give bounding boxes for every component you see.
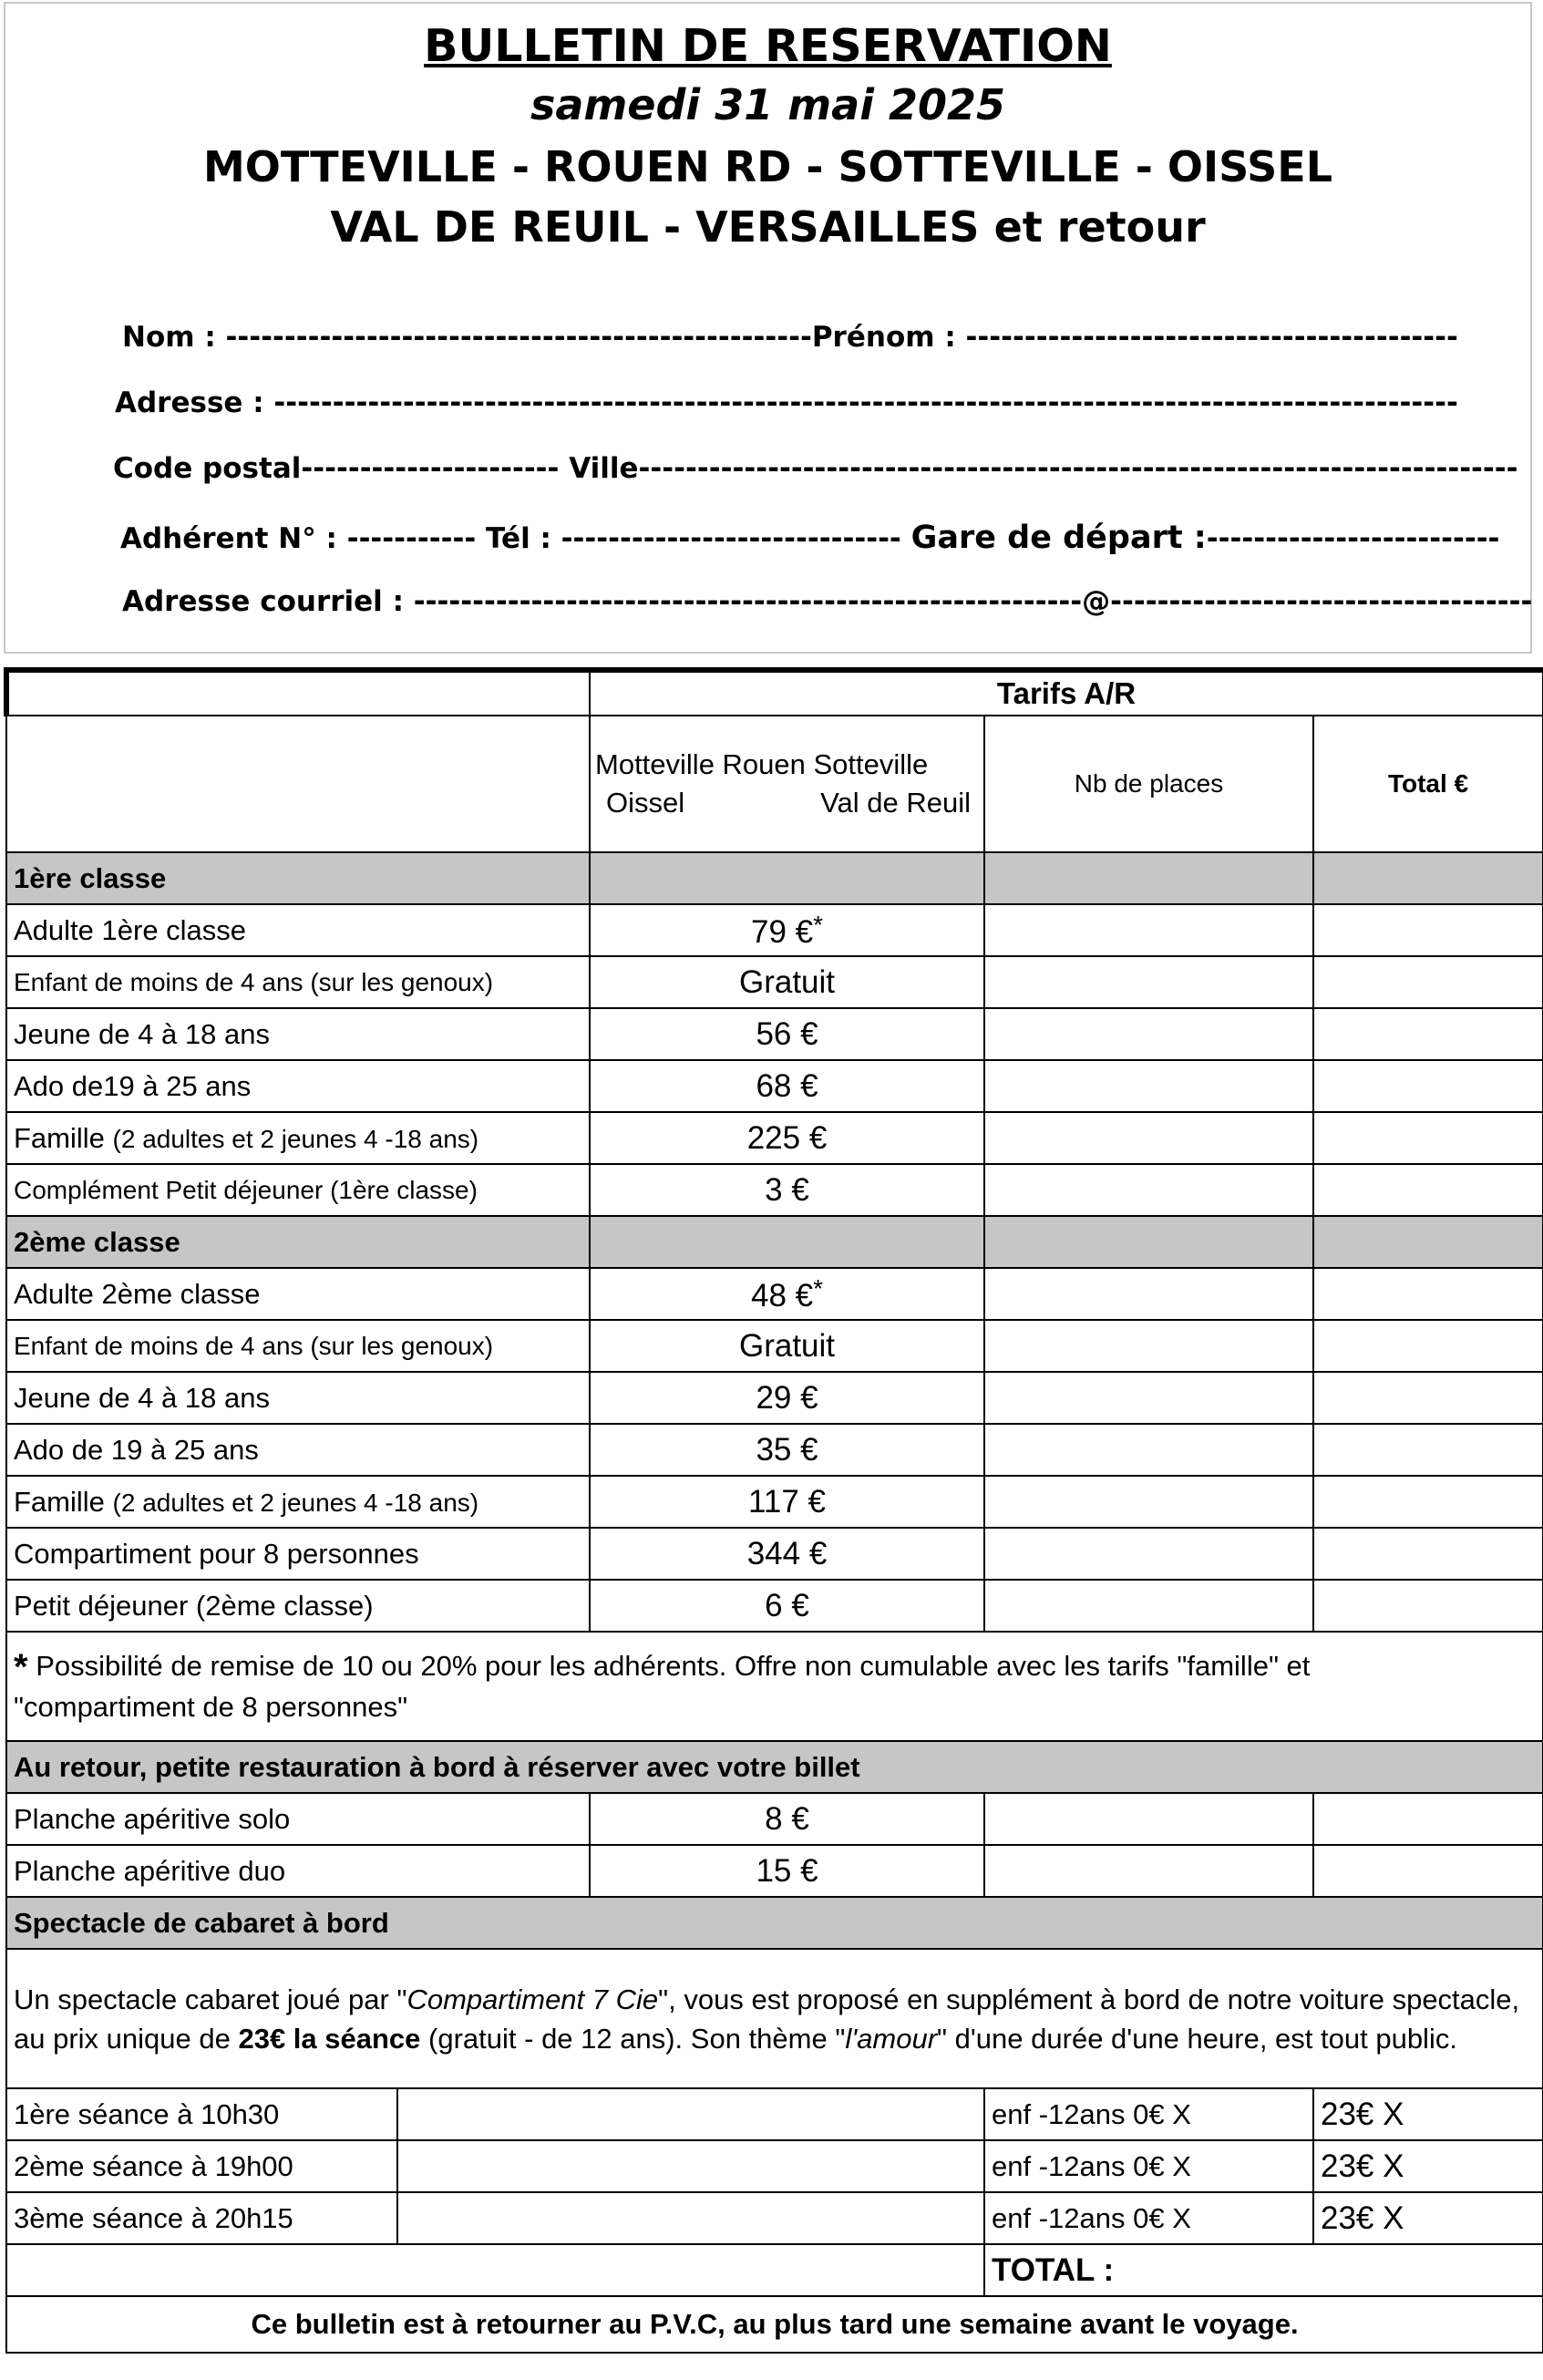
seance-adulte[interactable]: 23€ X xyxy=(1313,2140,1543,2192)
total-input[interactable] xyxy=(1313,956,1543,1008)
row-label: Petit déjeuner (2ème classe) xyxy=(6,1580,590,1632)
nb-places-input[interactable] xyxy=(984,1793,1313,1845)
row-price: 35 € xyxy=(590,1424,984,1476)
total-input[interactable] xyxy=(1313,1793,1543,1845)
table-row xyxy=(6,1528,1543,1580)
code-postal-ville-field[interactable]: Code postal---------------------- Ville--------------------------------------------------------------------------- xyxy=(113,452,1518,485)
adresse-field[interactable]: Adresse : ----------------------------------------------------------------------------------------------------- xyxy=(115,386,1458,419)
adherent-tel-text: Adhérent N° : ----------- Tél : ----------------------------- xyxy=(120,522,901,555)
row-price: 68 € xyxy=(590,1060,984,1112)
total-row xyxy=(6,2244,1543,2296)
row-price: 56 € xyxy=(590,1008,984,1060)
nb-places-input[interactable] xyxy=(984,1424,1313,1476)
seance-label: 3ème séance à 20h15 xyxy=(7,2193,398,2243)
row-label: Famille (2 adultes et 2 jeunes 4 -18 ans) xyxy=(6,1476,590,1528)
row-price: 3 € xyxy=(590,1164,984,1216)
row-label: Compartiment pour 8 personnes xyxy=(6,1528,590,1580)
seance-enfant[interactable]: enf -12ans 0€ X xyxy=(984,2140,1313,2192)
section-row-2eme-classe xyxy=(6,1216,1543,1268)
reservation-header-box xyxy=(4,2,1532,654)
row-label: Jeune de 4 à 18 ans xyxy=(6,1008,590,1060)
row-label: Enfant de moins de 4 ans (sur les genoux) xyxy=(6,956,590,1008)
total-input[interactable] xyxy=(1313,1528,1543,1580)
nb-places-input[interactable] xyxy=(984,1320,1313,1372)
row-price: Gratuit xyxy=(590,1320,984,1372)
table-row xyxy=(6,1060,1543,1112)
row-label: Ado de19 à 25 ans xyxy=(6,1060,590,1112)
section-row-cabaret xyxy=(6,1897,1543,1949)
total-input[interactable] xyxy=(1313,1320,1543,1372)
section-row-1ere-classe xyxy=(6,852,1543,904)
row-label: Complément Petit déjeuner (1ère classe) xyxy=(6,1164,590,1216)
seance-input[interactable] xyxy=(398,2089,983,2139)
total-input[interactable] xyxy=(1313,1060,1543,1112)
section-label: Spectacle de cabaret à bord xyxy=(6,1897,1543,1949)
seance-adulte[interactable]: 23€ X xyxy=(1313,2192,1543,2244)
nb-places-input[interactable] xyxy=(984,1476,1313,1528)
nb-places-input[interactable] xyxy=(984,1112,1313,1164)
section-label: 1ère classe xyxy=(6,852,590,904)
total-input[interactable] xyxy=(1313,1372,1543,1424)
row-price: 225 € xyxy=(590,1112,984,1164)
tarifs-ar-header: Tarifs A/R xyxy=(590,670,1543,716)
table-row xyxy=(6,1320,1543,1372)
nb-places-input[interactable] xyxy=(984,1528,1313,1580)
row-label: Famille (2 adultes et 2 jeunes 4 -18 ans) xyxy=(6,1112,590,1164)
total-input[interactable] xyxy=(1313,1008,1543,1060)
document-title: BULLETIN DE RESERVATION xyxy=(424,20,1112,72)
route-line-2: VAL DE REUIL - VERSAILLES et retour xyxy=(330,202,1206,252)
nb-places-input[interactable] xyxy=(984,1268,1313,1320)
total-input[interactable] xyxy=(1313,1424,1543,1476)
table-row xyxy=(6,956,1543,1008)
gare-depart-dashes: ------------------------- xyxy=(1206,522,1500,555)
table-row xyxy=(6,904,1543,956)
row-label: Adulte 1ère classe xyxy=(6,904,590,956)
row-label: Jeune de 4 à 18 ans xyxy=(6,1372,590,1424)
seance-input[interactable] xyxy=(398,2193,983,2243)
nb-places-input[interactable] xyxy=(984,1845,1313,1897)
cabaret-description-row xyxy=(6,1949,1543,2088)
row-price: 79 €* xyxy=(590,904,984,956)
return-instructions: Ce bulletin est à retourner au P.V.C, au plus tard une semaine avant le voyage. xyxy=(6,2296,1543,2353)
grand-total-label[interactable]: TOTAL : xyxy=(984,2244,1543,2296)
total-input[interactable] xyxy=(1313,1112,1543,1164)
seance-row xyxy=(6,2088,1543,2140)
table-row xyxy=(6,1580,1543,1632)
adherent-tel-gare-field[interactable] xyxy=(120,520,1499,556)
row-price: 15 € xyxy=(590,1845,984,1897)
footnote-row xyxy=(6,1632,1543,1741)
section-label: Au retour, petite restauration à bord à réserver avec votre billet xyxy=(6,1741,1543,1793)
row-price: 29 € xyxy=(590,1372,984,1424)
gare-depart-label: Gare de départ : xyxy=(910,520,1207,556)
table-row xyxy=(6,1424,1543,1476)
table-row xyxy=(6,1476,1543,1528)
route-line-1: MOTTEVILLE - ROUEN RD - SOTTEVILLE - OISSEL xyxy=(202,142,1333,191)
total-input[interactable] xyxy=(1313,1580,1543,1632)
nb-places-input[interactable] xyxy=(984,1008,1313,1060)
table-row xyxy=(6,1793,1543,1845)
row-price: 6 € xyxy=(590,1580,984,1632)
nb-places-input[interactable] xyxy=(984,1060,1313,1112)
nb-places-column-header: Nb de places xyxy=(984,716,1313,852)
row-price: 117 € xyxy=(590,1476,984,1528)
row-label: Planche apéritive solo xyxy=(6,1793,590,1845)
nb-places-input[interactable] xyxy=(984,1164,1313,1216)
adresse-courriel-field[interactable]: Adresse courriel : ---------------------------------------------------------@------------------------------------ xyxy=(122,585,1533,618)
nb-places-input[interactable] xyxy=(984,1372,1313,1424)
total-input[interactable] xyxy=(1313,1476,1543,1528)
footer-row xyxy=(6,2296,1543,2353)
discount-footnote: * Possibilité de remise de 10 ou 20% pour les adhérents. Offre non cumulable avec les tarifs "famille" et "compartiment de 8 personnes" xyxy=(6,1632,1543,1741)
section-row-restauration xyxy=(6,1741,1543,1793)
row-price: 8 € xyxy=(590,1793,984,1845)
row-price: Gratuit xyxy=(590,956,984,1008)
seance-row xyxy=(6,2192,1543,2244)
columns-header-row xyxy=(6,716,1543,852)
table-row xyxy=(6,1372,1543,1424)
row-label: Adulte 2ème classe xyxy=(6,1268,590,1320)
nb-places-input[interactable] xyxy=(984,1580,1313,1632)
tarifs-table xyxy=(4,667,1543,2354)
seance-adulte[interactable]: 23€ X xyxy=(1313,2088,1543,2140)
total-input[interactable] xyxy=(1313,1268,1543,1320)
nom-prenom-field[interactable]: Nom : --------------------------------------------------Prénom : ------------------------------------------ xyxy=(122,321,1458,354)
seance-label: 1ère séance à 10h30 xyxy=(7,2089,398,2139)
total-input[interactable] xyxy=(1313,1164,1543,1216)
seance-enfant[interactable]: enf -12ans 0€ X xyxy=(984,2192,1313,2244)
total-column-header: Total € xyxy=(1313,716,1543,852)
cabaret-description: Un spectacle cabaret joué par "Compartiment 7 Cie", vous est proposé en supplément à bord de notre voiture spectacle, au prix unique de 23€ la séance (gratuit - de 12 ans). Son thème "l'amour" d'une durée d'une heure, est tout public. xyxy=(6,1949,1543,2088)
row-label: Planche apéritive duo xyxy=(6,1845,590,1897)
seance-label: 2ème séance à 19h00 xyxy=(7,2141,398,2191)
table-row xyxy=(6,1845,1543,1897)
seance-enfant[interactable]: enf -12ans 0€ X xyxy=(984,2088,1313,2140)
total-input[interactable] xyxy=(1313,1845,1543,1897)
row-label: Ado de 19 à 25 ans xyxy=(6,1424,590,1476)
stations-column-header: Motteville Rouen Sotteville Oissel Val de Reuil xyxy=(590,716,984,852)
trip-date: samedi 31 mai 2025 xyxy=(530,80,1006,129)
row-price: 344 € xyxy=(590,1528,984,1580)
table-row xyxy=(6,1164,1543,1216)
table-row xyxy=(6,1112,1543,1164)
row-price: 48 €* xyxy=(590,1268,984,1320)
row-label: Enfant de moins de 4 ans (sur les genoux) xyxy=(6,1320,590,1372)
tarifs-header-row xyxy=(6,670,1543,716)
section-label: 2ème classe xyxy=(6,1216,590,1268)
table-row xyxy=(6,1008,1543,1060)
total-input[interactable] xyxy=(1313,904,1543,956)
table-row xyxy=(6,1268,1543,1320)
nb-places-input[interactable] xyxy=(984,956,1313,1008)
seance-row xyxy=(6,2140,1543,2192)
seance-input[interactable] xyxy=(398,2141,983,2191)
nb-places-input[interactable] xyxy=(984,904,1313,956)
